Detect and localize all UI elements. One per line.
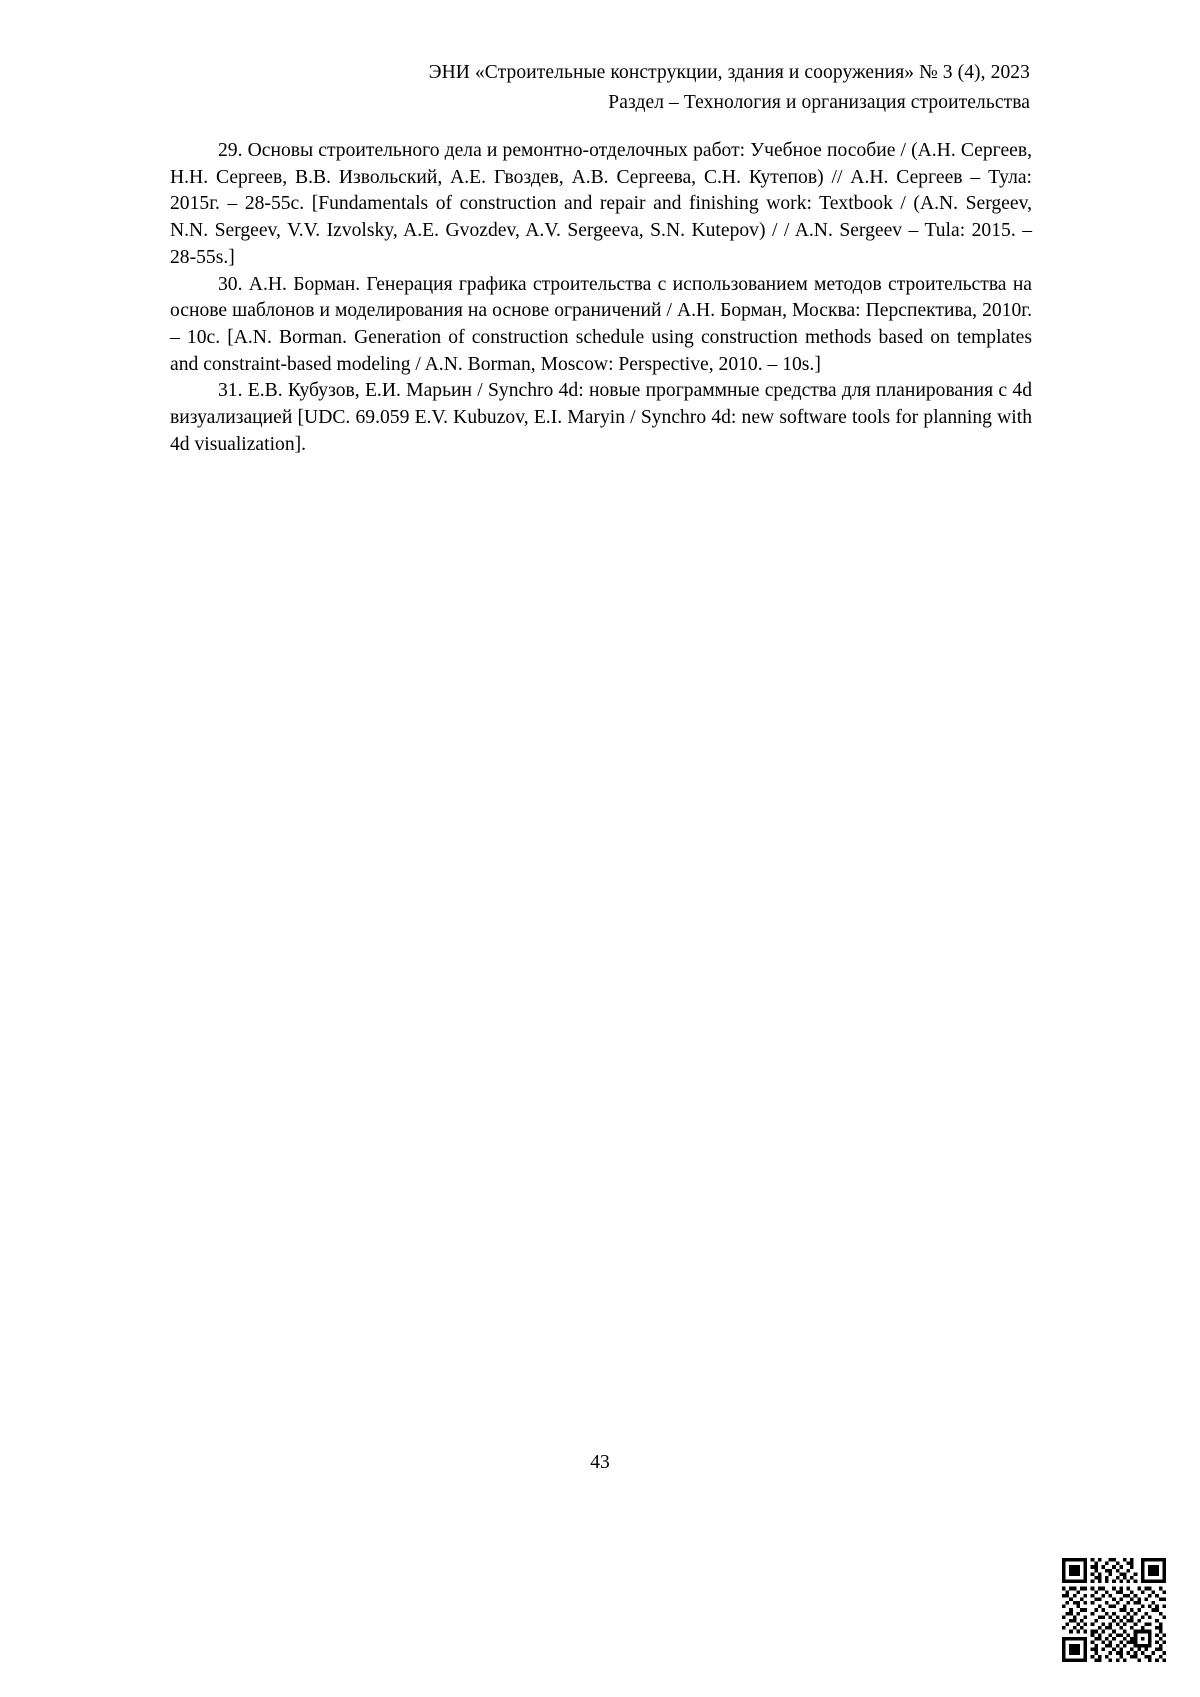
references-list bbox=[170, 138, 1032, 458]
header-journal-title: ЭНИ «Строительные конструкции, здания и сооружения» № 3 (4), 2023 bbox=[428, 62, 1030, 83]
qr-code-icon bbox=[1062, 1558, 1166, 1662]
header-section-title: Раздел – Технология и организация строительства bbox=[608, 92, 1030, 113]
reference-item: 29. Основы строительного дела и ремонтно-отделочных работ: Учебное пособие / (А.Н. Сергеев, Н.Н. Сергеев, В.В. Извольский, А.Е. Гвоздев, А.В. Сергеева, С.Н. Кутепов) // А.Н. Сергеев – Тула: 2015г. – 28-55с. [Fundamentals of construction and repair and finishing work: Textbook / (A.N. Sergeev, N.N. Sergeev, V.V. Izvolsky, A.E. Gvozdev, A.V. Sergeeva, S.N. Kutepov) / / A.N. Sergeev – Tula: 2015. – 28-55s.] bbox=[170, 140, 1032, 268]
page-header bbox=[170, 58, 1030, 118]
reference-item: 30. А.Н. Борман. Генерация графика строительства с использованием методов строительства на основе шаблонов и моделирования на основе ограничений / А.Н. Борман, Москва: Перспектива, 2010г. – 10с. [A.N. Borman. Generation of construction schedule using construction methods based on templates and constraint-based modeling / A.N. Borman, Moscow: Perspective, 2010. – 10s.] bbox=[170, 273, 1032, 375]
page-number: 43 bbox=[590, 1452, 610, 1473]
reference-item: 31. Е.В. Кубузов, Е.И. Марьин / Synchro 4d: новые программные средства для планирования с 4d визуализацией [UDC. 69.059 E.V. Kubuzov, E.I. Maryin / Synchro 4d: new software tools for planning with 4d visualization]. bbox=[170, 380, 1032, 455]
